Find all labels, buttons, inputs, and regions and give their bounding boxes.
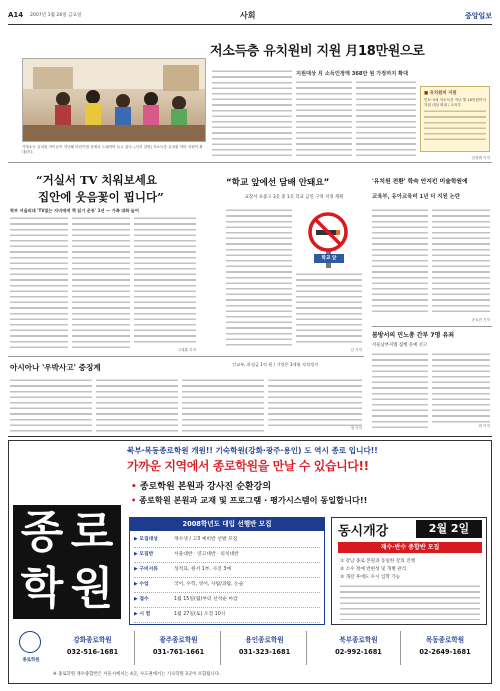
recruit-row-label: ▶ 수업: [134, 582, 149, 587]
branch-4-phone: 02-992-1681: [335, 648, 382, 656]
ad-main-slogan: 가까운 지역에서 종로학원을 만날 수 있습니다!!: [127, 459, 369, 473]
top-subhead: 지원대상 月 소득인정액 368만 원 가정까지 확대: [296, 71, 409, 77]
ad-bullet-2-text: 종로학원 본원과 교재 및 프로그램 · 평가시스템이 동일합니다!!: [139, 495, 368, 505]
ad-bullet-1-text: 종로학원 본원과 강사진 순환강의: [139, 482, 272, 492]
branch-5-phone: 02-2649-1681: [419, 648, 471, 656]
recruit-row-label: ▶ 접수: [134, 597, 149, 602]
open-box: [331, 517, 487, 625]
top-body-col3: [356, 80, 416, 159]
top-headline: 저소득층 유치원비 지원 月18만원으로: [210, 44, 425, 59]
open-map-area: [340, 584, 480, 620]
scholar-body-col2: [432, 352, 490, 424]
tv-body-col3: [134, 216, 196, 346]
branch-3-name: 용인종로학원: [245, 636, 284, 644]
support-box: [420, 86, 490, 152]
school-body-col2: [432, 208, 490, 316]
issue-date: 2007년 1월 26일 금요일: [30, 13, 82, 18]
branch-4[interactable]: [317, 631, 401, 665]
recruit-row: [134, 578, 320, 593]
tv-subhead: 학부 서울의대 'TV없는 자녀에게 책 읽기 운동' 1년 — 가족 대화 늘어: [10, 208, 139, 213]
asiana-body-col3: [182, 378, 264, 432]
branch-5[interactable]: [403, 631, 487, 665]
top-photo-caption: 가정소득 유치원 아이들이 지난해 어린이집 앞에서 노래하며 놀고 있다. (사진 설명) 저소득층 유치원 학비 지원이 확대된다.: [22, 145, 203, 154]
recruit-row-value: 국어, 수학, 영어, 사탐/과탐, 논술: [174, 582, 244, 587]
asiana-body-col2: [96, 378, 178, 432]
scholar-byline: 최 기자: [478, 424, 490, 428]
recruit-row-label: ▶ 시 험: [134, 612, 151, 617]
page-id: A14: [8, 11, 24, 19]
rule-3: [8, 356, 364, 357]
tv-headline-1: “거실서 TV 치워보세요: [36, 173, 157, 187]
recruit-table-title: 2008학년도 대입 선행반 모집: [130, 518, 324, 531]
smoking-headline: “학교 앞에선 담배 안돼요”: [226, 178, 330, 188]
recruit-row-value: 성적표, 원서 1부, 사진 3매: [174, 567, 231, 572]
open-note-1: ① 강남 종로 본원과 동일한 강의 진행: [340, 559, 416, 564]
open-title: 동시개강: [338, 524, 389, 539]
brand-emblem-icon: [19, 631, 41, 653]
recruit-row: [134, 563, 320, 578]
recruit-row-value: 서울대반 · 연고대반 · 의치대반: [174, 552, 239, 557]
ad-bullet-1: [131, 479, 487, 492]
branch-row: [51, 631, 489, 667]
smoking-body-col2: [296, 272, 362, 346]
rule-2: [372, 326, 492, 327]
ad-logo: [13, 505, 121, 619]
scholar-headline: 봄방서의 민노총 간부 7명 유죄: [372, 332, 455, 339]
recruit-row-value: 1월 15일(월)부터 선착순 마감: [174, 597, 238, 602]
no-smoking-sign: [296, 210, 362, 268]
masthead: [8, 9, 492, 23]
support-box-body: [424, 109, 486, 143]
recruit-row: [134, 533, 320, 548]
school-headline: '유치원 전환' 학숙 안지킨 미술학원에: [372, 179, 468, 185]
logo-char-3: 학: [20, 563, 64, 614]
recruit-table: [129, 517, 325, 625]
branch-4-name: 북부종로학원: [339, 636, 378, 644]
support-box-line1: 만3~5세 저소득층 자녀 월 18만원까지: [424, 98, 486, 102]
tv-body-col2: [72, 216, 130, 350]
open-note-3: ③ 개강 후에도 수시 입학 가능: [340, 575, 401, 580]
branch-3[interactable]: [223, 631, 307, 665]
asiana-body-col1: [10, 378, 92, 432]
section-name: 사회: [240, 11, 256, 20]
branch-2-name: 광주종로학원: [159, 636, 198, 644]
tv-byline: 고대훈 기자: [177, 348, 196, 352]
branch-1-name: 강화종로학원: [73, 636, 112, 644]
asiana-headline: 아시아나 '우박사고' 중징계: [10, 363, 101, 372]
recruit-rows: [130, 531, 324, 625]
recruit-row: [134, 608, 320, 623]
smoking-subhead: 교장서 초중고 3곳 중 1곳 학교 금연 구역 지정 계획: [244, 195, 344, 200]
logo-char-4: 원: [70, 563, 114, 614]
scholar-subhead: 서울남부지법 집행 유예 선고: [372, 343, 428, 348]
top-photo: [22, 58, 206, 142]
rule-1: [8, 162, 492, 163]
tv-headline-2: 집안에 웃음꽃이 핍니다”: [38, 190, 164, 204]
ad-block: [8, 440, 492, 684]
ad-bullet-2: [131, 495, 489, 506]
recruit-row-value: 재수생 / 고3 예비반 선발 모집: [174, 537, 238, 542]
branch-1-phone: 032-516-1681: [66, 648, 119, 656]
recruit-row: [134, 548, 320, 563]
paper-logo: 중앙일보: [464, 12, 492, 20]
school-byline: 송호진 기자: [471, 318, 490, 322]
scholar-body-col1: [372, 352, 428, 428]
branch-2-phone: 031-761-1661: [152, 648, 205, 656]
logo-char-1: 종: [20, 507, 64, 558]
recruit-row-label: ▶ 구비서류: [134, 567, 158, 572]
branch-5-name: 목동종로학원: [425, 636, 465, 644]
school-body-col1: [372, 208, 428, 316]
top-body-col2: [296, 80, 352, 159]
kids-photo-illustration: [23, 59, 206, 142]
asiana-body-col4: [268, 378, 362, 426]
sign-label: 학교 앞: [314, 254, 344, 263]
support-box-line2: 지원 대상 확대 / 교육부: [424, 102, 462, 107]
support-box-title: ■ 유치원비 지원: [424, 91, 457, 96]
ad-footer: ※ 종로학원 재수종합반은 서울시에서는 4곳, 수도권에서는 기숙학원 3곳이 포함됩니다.: [53, 672, 221, 677]
rule-ad-top: [8, 436, 492, 437]
asiana-byline: 정 기자: [350, 426, 362, 430]
open-date: 2월 2일: [416, 520, 482, 538]
bullet-icon: •: [131, 495, 140, 505]
recruit-row-value: 1월 27일(토) 오전 10시: [174, 612, 226, 617]
brand-small: 종로학원: [22, 658, 40, 663]
bullet-icon: •: [131, 482, 140, 492]
top-body-col1: [212, 69, 292, 159]
tv-body-col1: [10, 216, 68, 350]
smoking-body-col1: [226, 208, 292, 348]
top-byline: 김정택 기자: [471, 156, 490, 160]
branch-3-phone: 031-323-1681: [238, 648, 291, 656]
open-sub: 재수·반수 종합반 모집: [338, 542, 482, 553]
branch-2[interactable]: [137, 631, 221, 665]
smoking-byline: 김 기자: [350, 348, 362, 352]
recruit-row: [134, 593, 320, 608]
ad-top-line: 북부·목동종로학원 개원!! 기숙학원(강화·광주·용인) 도 역시 종로 입니다!!: [127, 446, 378, 455]
branch-1[interactable]: [51, 631, 135, 665]
recruit-row-label: ▶ 모집반: [134, 552, 154, 557]
school-subhead: 교육부, 유아교육비 1년 더 지원 논란: [372, 194, 461, 200]
open-note-2: ② 소수 정예 반편성 및 개별 관리: [340, 567, 407, 572]
logo-char-2: 로: [70, 507, 114, 558]
asiana-subhead: 건교부, 과징금 1억 원 / 기장은 3개월 자격정지: [232, 362, 319, 367]
recruit-row-label: ▶ 모집대상: [134, 537, 158, 542]
masthead-rule: [8, 24, 492, 25]
